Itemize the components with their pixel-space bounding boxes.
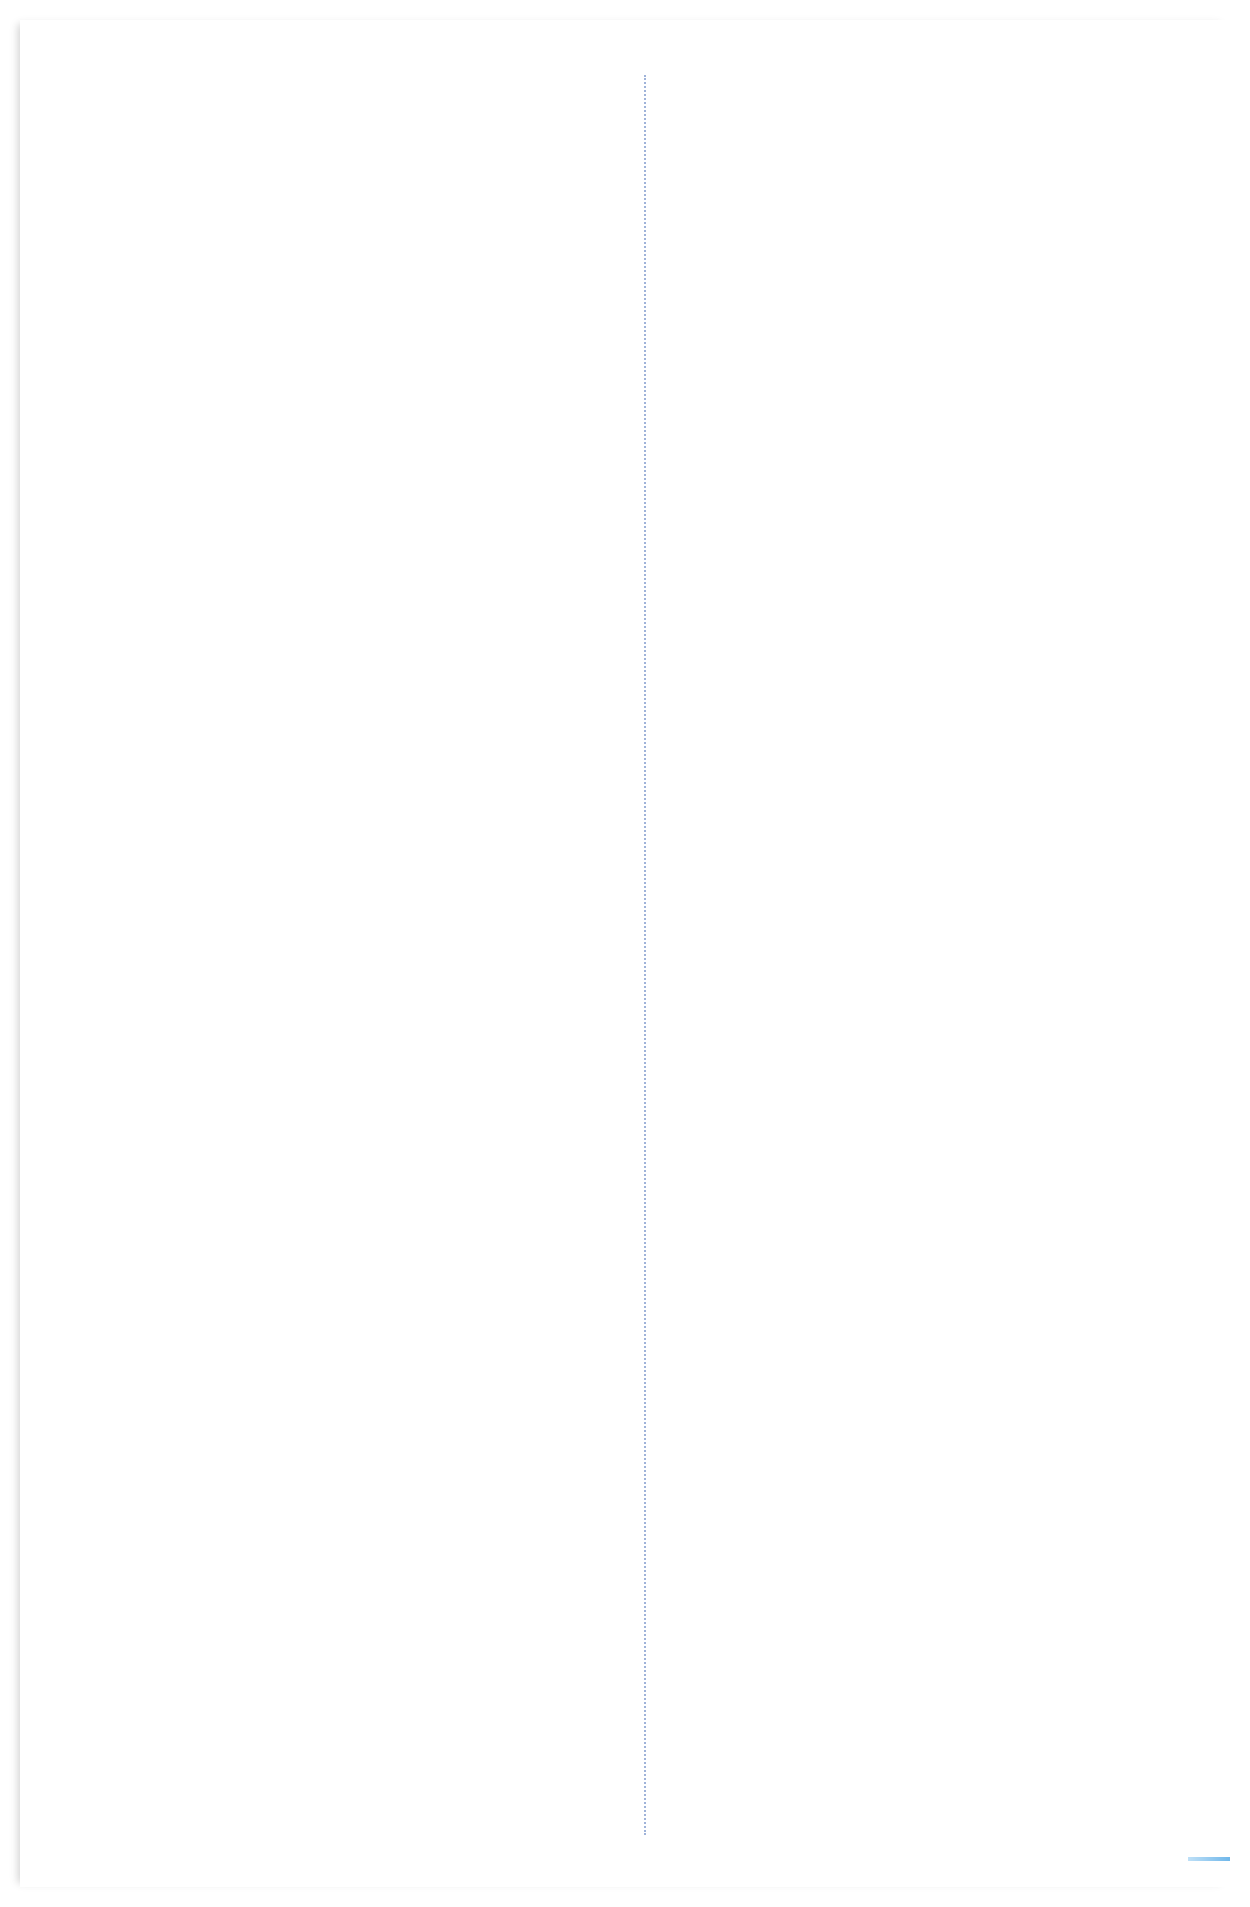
page-number [1188,1857,1230,1861]
page-footer [1178,1857,1230,1861]
column-divider [644,75,646,1835]
answer-page [20,20,1230,1887]
